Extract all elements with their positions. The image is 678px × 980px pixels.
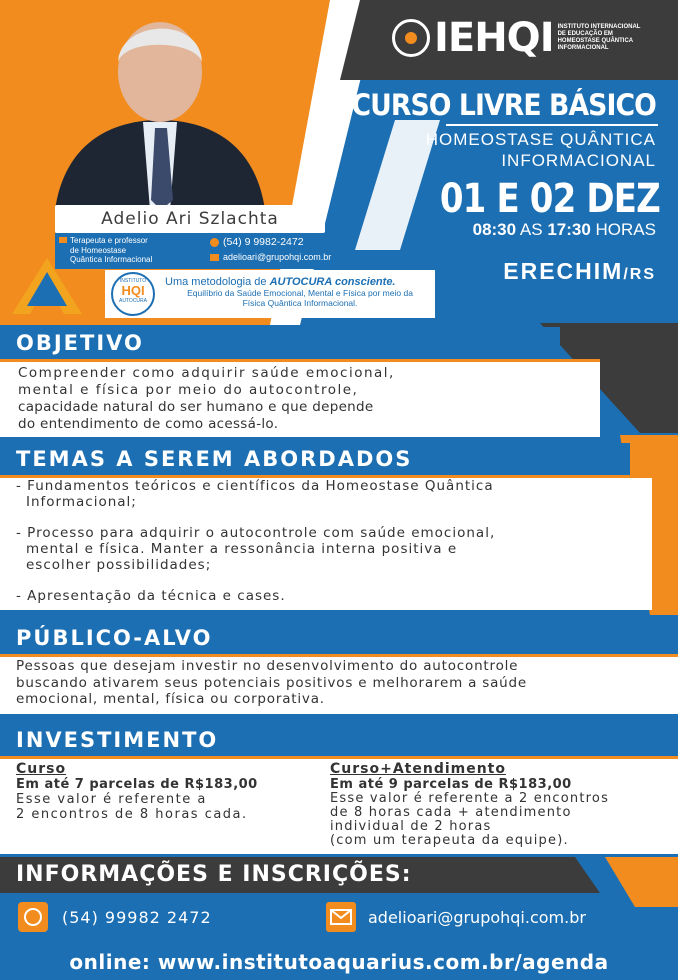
curso-heading: Curso (16, 761, 67, 777)
atendimento-line-2: de 8 horas cada + atendimento (330, 805, 572, 820)
hqi-badge (111, 272, 155, 316)
objetivo-text (18, 365, 600, 433)
contato-title-bar (0, 857, 600, 893)
investimento-col-curso (16, 761, 258, 822)
temas-item-2-line-1: - Processo para adquirir o autocontrole com saúde emocional, (16, 525, 496, 541)
presenter-photo (55, 10, 265, 210)
atendimento-line-4: (com um terapeuta da equipe). (330, 833, 569, 848)
role-line-3: Quântica Informacional (70, 255, 153, 264)
role-line-1: Terapeuta e professor (70, 236, 148, 245)
mail-small-icon (210, 254, 219, 261)
time-sep: AS (519, 220, 543, 239)
logo-text: IEHQI (434, 15, 554, 61)
course-location (503, 258, 656, 285)
course-dates: 01 E 02 DEZ (439, 176, 660, 222)
course-title: CURSO LIVRE BÁSICO (351, 88, 656, 122)
atendimento-price: Em até 9 parcelas de R$183,00 (330, 777, 572, 792)
institute-line-1: INSTITUTO INTERNACIONAL (557, 24, 641, 30)
graduation-icon (59, 237, 67, 243)
publico-text (16, 658, 678, 708)
presenter-name: Adelio Ari Szlachta (101, 209, 279, 229)
atom-icon (392, 19, 430, 57)
time-unit: HORAS (595, 220, 656, 239)
whatsapp-small-icon (210, 238, 219, 247)
atendimento-line-3: individual de 2 horas (330, 819, 492, 834)
presenter-phone[interactable]: (54) 9 9982-2472 (223, 236, 304, 248)
iehqi-logo (392, 12, 640, 64)
tagline-box (105, 270, 435, 318)
temas-panel (0, 475, 652, 610)
temas-list (16, 478, 652, 604)
contato-phone[interactable]: (54) 99982 2472 (62, 907, 212, 927)
objetivo-line-4: do entendimento de como acessá-lo. (18, 416, 279, 432)
temas-item-2-line-2: mental e física. Manter a ressonância interna positiva e (26, 541, 458, 557)
publico-panel (0, 654, 678, 714)
institute-line-4: INFORMACIONAL (557, 45, 609, 51)
tagline-sub-2: Física Quântica Informacional. (242, 298, 358, 308)
time-start: 08:30 (472, 220, 517, 239)
objetivo-title: OBJETIVO (0, 327, 560, 359)
curso-line-1: Esse valor é referente a (16, 792, 207, 807)
presenter-contact (210, 235, 331, 265)
temas-item-3-line-1: - Apresentação da técnica e cases. (16, 588, 286, 604)
curso-line-2: 2 encontros de 8 horas cada. (16, 807, 248, 822)
investimento-col-atendimento (330, 761, 609, 848)
investimento-title: INVESTIMENTO (0, 724, 678, 756)
course-title-rule (446, 124, 658, 126)
temas-item-2-line-3: escolher possibilidades; (26, 557, 212, 573)
temas-title: TEMAS A SEREM ABORDADOS (0, 443, 630, 475)
presenter-email[interactable]: adelioari@grupohqi.com.br (223, 252, 332, 262)
mail-icon (326, 902, 356, 932)
temas-item-1-line-1: - Fundamentos teóricos e científicos da Homeostase Quântica (16, 478, 494, 494)
institute-name (558, 24, 641, 52)
contato-online[interactable]: online: www.institutoaquarius.com.br/agenda (69, 950, 609, 974)
whatsapp-icon (18, 902, 48, 932)
temas-item-1-line-2: Informacional; (26, 494, 137, 510)
publico-line-1: Pessoas que desejam investir no desenvolvimento do autocontrole (16, 658, 519, 674)
institute-line-3: HOMEOSTASE QUÂNTICA (557, 38, 634, 44)
atendimento-line-1: Esse valor é referente a 2 encontros (330, 791, 610, 806)
objetivo-line-1: Compreender como adquirir saúde emocional, (18, 365, 395, 381)
tagline-pre: Uma metodologia de (165, 276, 267, 288)
presenter-info-band (55, 233, 355, 269)
role-line-2: de Homeostase (70, 245, 127, 255)
publico-line-2: buscando ativarem seus potenciais positivos e melhorarem a saúde (16, 674, 528, 691)
temas-item-3 (16, 588, 652, 604)
atendimento-heading: Curso+Atendimento (330, 761, 506, 777)
tagline-text (165, 276, 435, 308)
objetivo-panel (0, 359, 600, 437)
badge-bottom: AUTOCURA (119, 298, 147, 304)
city: ERECHIM (503, 258, 624, 284)
time-end: 17:30 (547, 220, 591, 239)
temas-item-1 (16, 478, 652, 510)
contato-title: INFORMAÇÕES E INSCRIÇÕES: (16, 862, 412, 887)
contato-email[interactable]: adelioari@grupohqi.com.br (368, 907, 586, 927)
publico-line-3: emocional, mental, física ou corporativa. (16, 691, 325, 707)
investimento-panel (0, 756, 678, 854)
badge-top: INSTITUTO (119, 278, 147, 284)
objetivo-line-2: mental e física por meio do autocontrole, (18, 382, 359, 398)
state: /RS (623, 266, 656, 283)
aquarius-a-logo (12, 258, 82, 314)
badge-main: HQI (121, 283, 145, 298)
course-time (473, 220, 656, 240)
presenter-name-plate (55, 205, 325, 233)
temas-item-2 (16, 525, 652, 573)
publico-title: PÚBLICO-ALVO (0, 622, 678, 654)
contato-email-row[interactable] (326, 902, 586, 932)
contato-orange-accent (605, 857, 678, 907)
tagline-em: AUTOCURA consciente. (269, 276, 396, 288)
course-subtitle-1: HOMEOSTASE QUÂNTICA (425, 130, 656, 149)
course-subtitle-2: INFORMACIONAL (501, 151, 656, 170)
contato-phone-row[interactable] (18, 902, 212, 932)
objetivo-line-3: capacidade natural do ser humano e que depende (18, 399, 374, 415)
tagline-sub-1: Equilíbrio da Saúde Emocional, Mental e Física por meio da (187, 288, 413, 298)
curso-price: Em até 7 parcelas de R$183,00 (16, 777, 258, 792)
institute-line-2: DE EDUCAÇÃO EM (557, 31, 613, 37)
